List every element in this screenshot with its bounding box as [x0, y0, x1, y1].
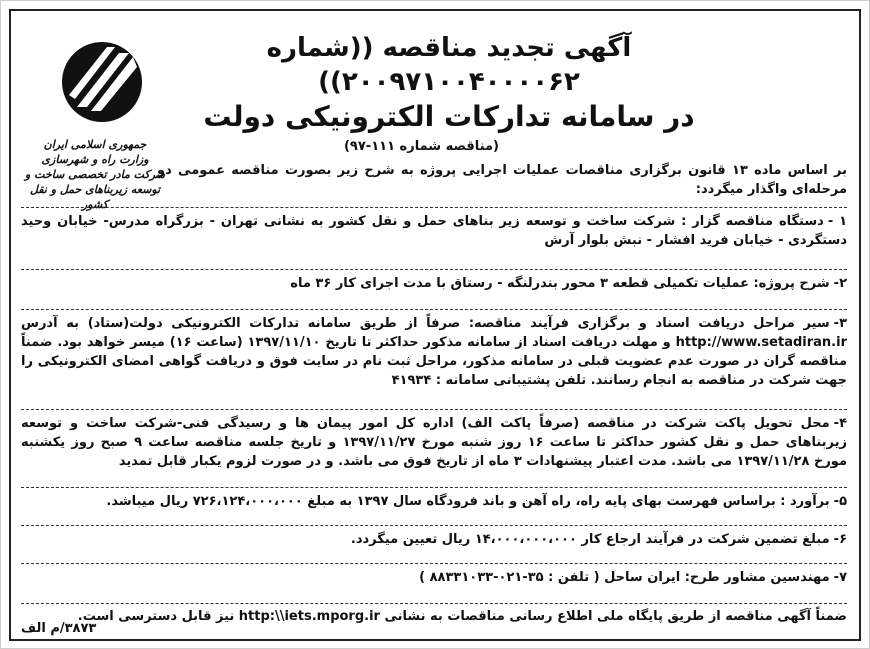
title-line-1: آگهی تجدید مناقصه ((شماره ۲۰۰۹۷۱۰۰۴۰۰۰۰۶۲)) [266, 33, 632, 97]
item-4 [21, 409, 847, 471]
footer-text-b: نیز قابل دسترسی است. [77, 609, 235, 624]
item-2 [21, 269, 847, 293]
item-2-number: ۲- [833, 276, 847, 291]
notice-frame [9, 9, 861, 641]
footer-note [21, 603, 847, 626]
item-5-number: ۵- [833, 494, 847, 509]
iets-url-link[interactable]: http:\\iets.mporg.ir [238, 609, 380, 624]
title-line-2: در سامانه تدارکات الکترونیکی دولت [203, 100, 695, 133]
item-6 [21, 525, 847, 549]
company-logo-icon [57, 37, 147, 127]
intro-paragraph: بر اساس ماده ۱۳ قانون برگزاری مناقصات عملیات اجرایی پروژه به شرح زیر بصورت مناقصه عمومی دو مرحله‌ای واگذار میگردد: [157, 163, 847, 197]
item-2-text: شرح پروژه: عملیات تکمیلی قطعه ۳ محور بندرلنگه - رستاق با مدت اجرای کار ۳۶ ماه [290, 276, 830, 291]
item-3-number: ۳- [833, 316, 847, 331]
item-4-number: ۴- [833, 416, 847, 431]
item-5-text: برآورد : براساس فهرست بهای پایه راه، راه آهن و باند فرودگاه سال ۱۳۹۷ به مبلغ ۷۲۶،۱۲۴،۰۰۰،۰۰۰ ریال میباشد. [106, 494, 830, 509]
item-1-number: ۱ - [827, 214, 848, 229]
item-7 [21, 563, 847, 587]
tender-number: (مناقصه شماره ۱۱۱-۹۷) [343, 139, 499, 154]
setad-url-link[interactable]: http://www.setadiran.ir [675, 335, 847, 350]
ministry-line-3: شرکت مادر تخصصی ساخت و توسعه زیربناهای حمل و نقل کشور [25, 168, 165, 211]
item-3-text-a: سیر مراحل دریافت اسناد و برگزاری فرآیند مناقصه: صرفاً از طریق سامانه تدارکات الکترونیکی دولت(ستاد) به آدرس [21, 316, 830, 331]
item-7-text: مهندسین مشاور طرح: ایران ساحل ( تلفن : ۳۵-۰۲۱-۸۸۳۳۱۰۳۳ ) [419, 570, 830, 585]
item-1-text: دستگاه مناقصه گزار : شرکت ساخت و توسعه زیر بناهای حمل و نقل کشور به نشانی تهران - بزرگراه مدرس- خیابان وحید دستگردی - خیابان فرید افشار - نبش بلوار آرش [21, 214, 847, 248]
ministry-line-1: جمهوری اسلامی ایران [43, 138, 147, 151]
item-7-number: ۷- [833, 570, 847, 585]
item-1 [21, 207, 847, 250]
item-3-text-b: و مهلت دریافت اسناد از سامانه مذکور حداکثر تا تاریخ ۱۳۹۷/۱۱/۱۰ (ساعت ۱۶) میسر خواهد بود. ضمناً مناقصه گران در صورت عدم عضویت قبلی در سامانه مذکور، مراحل ثبت نام در سایت فوق و دریافت گواهی امضای الکترونیکی را جهت شرکت در مناقصه به انجام رسانند. تلفن پشتیبانی سامانه : ۴۱۹۳۴ [21, 335, 847, 388]
item-5 [21, 487, 847, 511]
item-3 [21, 309, 847, 390]
notice-title [189, 31, 709, 135]
item-4-text: محل تحویل پاکت شرکت در مناقصه (صرفاً پاکت الف) اداره کل امور پیمان ها و رسیدگی فنی-شرکت ساخت و توسعه زیربناهای حمل و نقل کشور حداکثر تا ساعت ۱۶ روز شنبه مورخ ۱۳۹۷/۱۱/۲۷ و تاریخ جلسه مناقصه ساعت ۹ صبح روز یکشنبه مورخ ۱۳۹۷/۱۱/۲۸ می باشد. مدت اعتبار پیشنهادات ۳ ماه از تاریخ فوق می باشد. و در صورت لزوم یکبار قابل تمدید [21, 416, 847, 469]
item-6-number: ۶- [833, 532, 847, 547]
ministry-label [15, 137, 175, 212]
item-6-text: مبلغ تضمین شرکت در فرآیند ارجاع کار ۱۴،۰۰۰،۰۰۰،۰۰۰ ریال تعیین میگردد. [350, 532, 830, 547]
ministry-line-2: وزارت راه و شهرسازی [41, 153, 149, 166]
footer-text-a: ضمناً آگهی مناقصه از طریق پایگاه ملی اطلاع رسانی مناقصات به نشانی [384, 609, 847, 624]
publication-code: ۳۸۷۳/م الف [21, 621, 97, 636]
